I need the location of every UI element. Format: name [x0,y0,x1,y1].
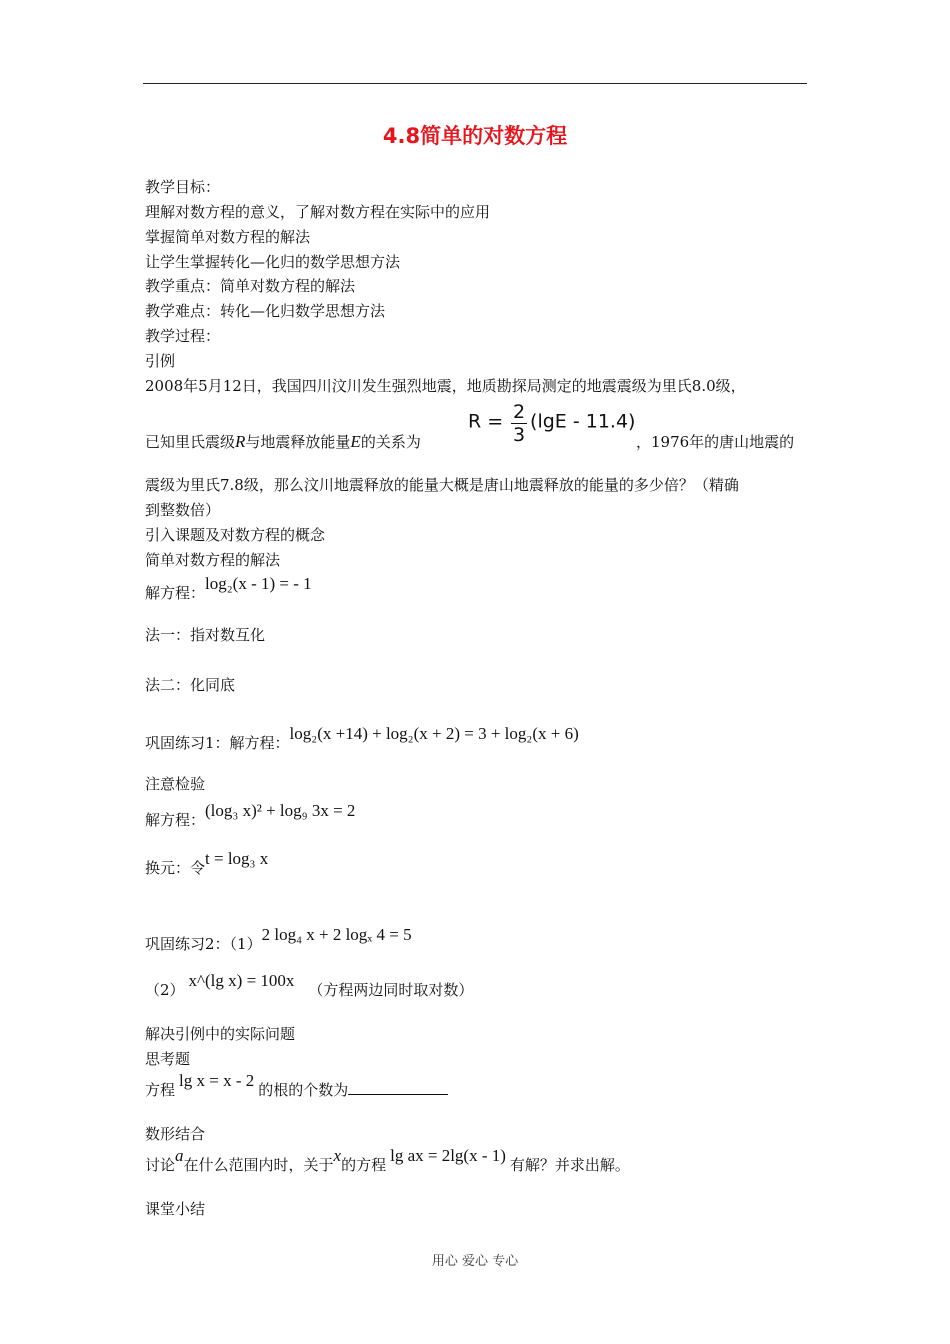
solve2-row [145,801,356,830]
text-summary: 课堂小结 [145,1200,206,1218]
text-known-d: ，1976年的唐山地震的 [636,433,795,451]
text-think: 思考题 [145,1050,191,1068]
exercise1-row [145,724,579,753]
formula-numerator: 2 [512,401,526,423]
discussion-row [145,1146,630,1175]
text-ex2: 巩固练习2：（1） [145,935,262,953]
math-var-a: a [175,1146,184,1165]
text-known-c: 的关系为 [360,433,421,451]
text-known-b: 与地震释放能量 [245,433,351,451]
text-ex1: 巩固练习1：解方程： [145,734,290,752]
page-footer: 用心 爱心 专心 [431,1254,519,1269]
text-eq-a: 方程 [145,1081,176,1099]
exercise2a-row [145,925,412,954]
text-goal2: 掌握简单对数方程的解法 [145,228,311,246]
text-concept: 引入课题及对数方程的概念 [145,526,326,544]
math-eq-disc: lg ax = 2lg(x - 1) [390,1146,506,1165]
formula-rhs: (lgE - 11.4) [530,410,636,433]
text-goal3: 让学生掌握转化—化归的数学思想方法 [145,253,401,271]
think-row [145,1071,448,1100]
formula-richter [468,401,635,446]
math-eq2: (log₃ x)² + log₉ 3x = 2 [205,801,356,820]
text-solve1: 解方程： [145,584,206,602]
text-method2: 法二：化同底 [145,676,236,694]
substitution-row [145,849,269,878]
text-disc-d: 有解？并求出解。 [509,1156,630,1174]
solve1-row [145,574,312,603]
math-eq1: log₂(x - 1) = - 1 [205,574,312,593]
text-check: 注意检验 [145,775,206,793]
formula-lhs: R = [468,410,504,433]
text-disc-b: 在什么范围内时，关于 [183,1156,334,1174]
text-difficulty: 教学难点：转化—化归数学思想方法 [145,302,386,320]
text-goal-head: 教学目标： [145,178,221,196]
text-goal1: 理解对数方程的意义，了解对数方程在实际中的应用 [145,203,491,221]
math-var-x: x [333,1146,342,1165]
text-known [145,432,421,452]
text-known-a: 已知里氏震级 [145,433,236,451]
text-quake3: 到整数倍） [145,501,221,519]
math-var-e: E [350,432,361,451]
exercise2b-row [145,971,474,1000]
answer-blank[interactable] [348,1080,448,1095]
text-ex2b-num: （2） [145,981,185,999]
text-method-head: 简单对数方程的解法 [145,551,281,569]
text-real: 解决引例中的实际问题 [145,1025,296,1043]
text-key: 教学重点：简单对数方程的解法 [145,277,356,295]
text-intro: 引例 [145,352,176,370]
text-disc-a: 讨论 [145,1156,176,1174]
text-shape: 数形结合 [145,1125,206,1143]
math-eq-ex2b: x^(lg x) = 100x [188,971,295,990]
text-quake2: 震级为里氏7.8级，那么汶川地震释放的能量大概是唐山地震释放的能量的多少倍？（精确 [145,476,739,494]
math-eq-think: lg x = x - 2 [179,1071,255,1090]
text-disc-c: 的方程 [341,1156,387,1174]
text-method1: 法一：指对数互化 [145,626,266,644]
math-eq-ex2a: 2 log₄ x + 2 logₓ 4 = 5 [261,925,412,944]
text-eq-b: 的根的个数为 [258,1081,349,1099]
text-process: 教学过程： [145,327,221,345]
text-ex2b-note: （方程两边同时取对数） [308,981,474,999]
header-rule [143,83,807,84]
math-var-r: R [235,432,246,451]
text-quake: 2008年5月12日，我国四川汶川发生强烈地震，地质勘探局测定的地震震级为里氏8.0级， [145,377,746,395]
page-title: 4.8简单的对数方程 [382,124,568,148]
math-eq-sub: t = log₃ x [205,849,269,868]
text-sub: 换元：令 [145,859,206,877]
formula-denominator: 3 [512,424,526,446]
math-eq-ex1: log₂(x +14) + log₂(x + 2) = 3 + log₂(x + 6) [289,724,579,743]
text-solve2: 解方程： [145,811,206,829]
formula-fraction [511,401,527,446]
